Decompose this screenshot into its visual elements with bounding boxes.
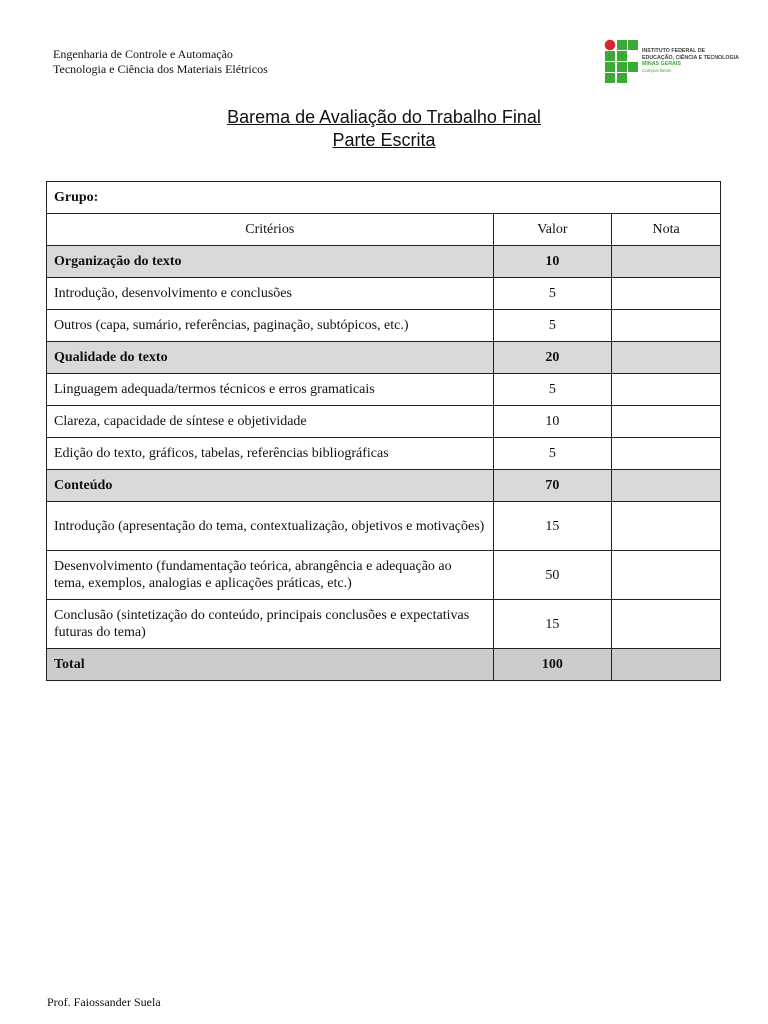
logo-state: MINAS GERAIS	[642, 61, 681, 68]
value-cell: 5	[493, 278, 612, 310]
nota-cell[interactable]	[612, 310, 721, 342]
institution-logo	[604, 38, 739, 88]
course-line-1: Engenharia de Controle e Automação	[53, 47, 233, 61]
table-row	[47, 374, 721, 406]
table-row	[47, 551, 721, 600]
table-header-row	[47, 214, 721, 246]
group-label[interactable]: Grupo:	[47, 182, 721, 214]
criterion-cell: Conteúdo	[47, 470, 494, 502]
table-row-total	[47, 649, 721, 681]
value-cell: 15	[493, 502, 612, 551]
nota-cell[interactable]	[612, 649, 721, 681]
value-cell: 20	[493, 342, 612, 374]
criterion-cell: Outros (capa, sumário, referências, paginação, subtópicos, etc.)	[47, 310, 494, 342]
value-cell: 100	[493, 649, 612, 681]
logo-text	[642, 48, 739, 74]
criterion-cell: Desenvolvimento (fundamentação teórica, abrangência e adequação ao tema, exemplos, analogias e aplicações práticas, etc.)	[47, 551, 494, 600]
evaluation-table	[46, 181, 721, 681]
nota-cell[interactable]	[612, 246, 721, 278]
criterion-cell: Organização do texto	[47, 246, 494, 278]
value-cell: 5	[493, 310, 612, 342]
table-row	[47, 310, 721, 342]
table-row	[47, 502, 721, 551]
table-row	[47, 278, 721, 310]
table-row	[47, 438, 721, 470]
table-row	[47, 600, 721, 649]
column-header-valor: Valor	[493, 214, 612, 246]
criterion-cell: Introdução, desenvolvimento e conclusões	[47, 278, 494, 310]
value-cell: 10	[493, 406, 612, 438]
column-header-criterios: Critérios	[47, 214, 494, 246]
value-cell: 5	[493, 374, 612, 406]
value-cell: 10	[493, 246, 612, 278]
nota-cell[interactable]	[612, 551, 721, 600]
nota-cell[interactable]	[612, 600, 721, 649]
criterion-cell: Linguagem adequada/termos técnicos e erros gramaticais	[47, 374, 494, 406]
title-line-1: Barema de Avaliação do Trabalho Final	[227, 107, 541, 127]
criterion-cell: Total	[47, 649, 494, 681]
nota-cell[interactable]	[612, 374, 721, 406]
nota-cell[interactable]	[612, 342, 721, 374]
document-title	[0, 106, 768, 152]
logo-institution-line-2: EDUCAÇÃO, CIÊNCIA E TECNOLOGIA	[642, 54, 739, 61]
value-cell: 5	[493, 438, 612, 470]
footer-author: Prof. Faiossander Suela	[47, 995, 161, 1009]
criterion-cell: Introdução (apresentação do tema, contextualização, objetivos e motivações)	[47, 502, 494, 551]
nota-cell[interactable]	[612, 502, 721, 551]
table-row-section	[47, 470, 721, 502]
criterion-cell: Qualidade do texto	[47, 342, 494, 374]
criterion-cell: Clareza, capacidade de síntese e objetividade	[47, 406, 494, 438]
nota-cell[interactable]	[612, 278, 721, 310]
logo-institution-line-1: INSTITUTO FEDERAL DE	[642, 48, 706, 54]
title-line-2: Parte Escrita	[332, 130, 436, 150]
criterion-cell: Edição do texto, gráficos, tabelas, referências bibliográficas	[47, 438, 494, 470]
value-cell: 50	[493, 551, 612, 600]
criterion-cell: Conclusão (sintetização do conteúdo, principais conclusões e expectativas futuras do tema)	[47, 600, 494, 649]
logo-squares-icon	[604, 38, 640, 88]
table-row-section	[47, 246, 721, 278]
value-cell: 15	[493, 600, 612, 649]
nota-cell[interactable]	[612, 438, 721, 470]
table-row	[47, 406, 721, 438]
nota-cell[interactable]	[612, 470, 721, 502]
nota-cell[interactable]	[612, 406, 721, 438]
group-row	[47, 182, 721, 214]
column-header-nota: Nota	[612, 214, 721, 246]
table-row-section	[47, 342, 721, 374]
logo-campus: Campus Betim	[642, 67, 672, 73]
header-course-info	[53, 47, 268, 77]
course-line-2: Tecnologia e Ciência dos Materiais Elétricos	[53, 62, 268, 76]
value-cell: 70	[493, 470, 612, 502]
